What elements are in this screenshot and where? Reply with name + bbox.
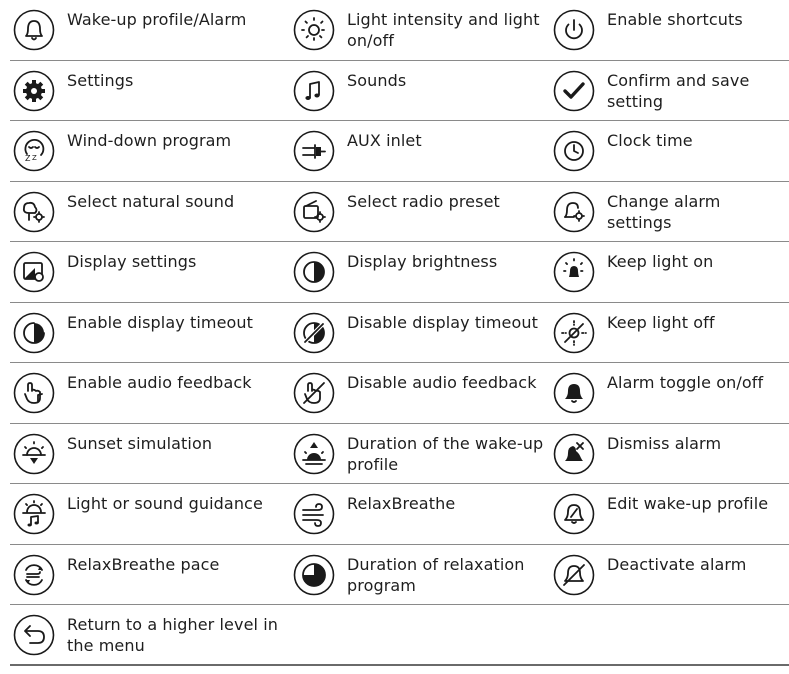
legend-entry <box>10 424 290 484</box>
legend-entry <box>10 242 290 302</box>
legend-label: Confirm and save setting <box>607 70 750 111</box>
legend-entry <box>10 363 290 423</box>
legend-label: Enable shortcuts <box>607 10 743 29</box>
legend-row <box>10 0 789 61</box>
legend-entry <box>10 182 290 242</box>
legend-row <box>10 605 789 666</box>
legend-entry <box>550 242 789 302</box>
legend-entry <box>550 0 789 60</box>
wind-icon <box>293 493 335 535</box>
legend-entry <box>550 303 789 363</box>
sun-icon <box>293 9 335 51</box>
legend-entry <box>10 0 290 60</box>
half-circle-icon <box>293 251 335 293</box>
legend-entry <box>290 0 550 60</box>
legend-label: Light or sound guidance <box>67 494 263 513</box>
legend-label: Select radio preset <box>347 191 500 211</box>
legend-label: Wind-down program <box>67 131 232 150</box>
legend-row <box>10 424 789 485</box>
legend-entry <box>550 182 789 242</box>
legend-label: RelaxBreathe <box>347 494 456 513</box>
legend-entry <box>290 121 550 181</box>
legend-label: Dismiss alarm <box>607 433 722 453</box>
legend-label: Edit wake-up profile <box>607 494 769 513</box>
legend-label: Keep light off <box>607 312 715 332</box>
legend-label: Deactivate alarm <box>607 554 747 574</box>
aux-cable-icon <box>293 130 335 172</box>
sunset-icon <box>13 433 55 475</box>
legend-entry <box>10 121 290 181</box>
legend-row <box>10 363 789 424</box>
legend-label: Settings <box>67 70 134 90</box>
legend-label: Light intensity and light on/off <box>347 10 540 50</box>
legend-label: Enable display timeout <box>67 312 254 332</box>
legend-entry <box>550 61 789 121</box>
legend-row <box>10 121 789 182</box>
legend-row <box>10 545 789 606</box>
timeout-icon <box>13 312 55 354</box>
legend-entry <box>10 303 290 363</box>
legend-entry <box>10 484 290 544</box>
legend-entry <box>290 545 550 605</box>
legend-entry <box>550 424 789 484</box>
legend-label: Sunset simulation <box>67 433 213 453</box>
legend-label: Change alarm settings <box>607 191 721 232</box>
legend-label: Display brightness <box>347 252 498 271</box>
legend-row <box>10 303 789 364</box>
legend-entry <box>290 303 550 363</box>
legend-label: Enable audio feedback <box>67 373 252 392</box>
legend-row <box>10 242 789 303</box>
legend-label: Keep light on <box>607 252 714 271</box>
legend-label: AUX inlet <box>347 131 422 150</box>
legend-label: Sounds <box>347 70 407 90</box>
legend-entry <box>550 363 789 423</box>
legend-label: Duration of relaxation program <box>347 554 525 595</box>
clock-icon <box>553 130 595 172</box>
legend-entry <box>10 61 290 121</box>
svg-text:Z: Z <box>32 154 37 162</box>
return-arrow-icon <box>13 614 55 656</box>
legend-label: RelaxBreathe pace <box>67 554 220 574</box>
legend-entry <box>550 484 789 544</box>
legend-entry <box>550 545 789 605</box>
radio-gear-icon <box>293 191 335 233</box>
bell-icon <box>13 9 55 51</box>
legend-entry <box>10 605 290 664</box>
bell-off-icon <box>553 554 595 596</box>
alarm-toggle-icon <box>553 372 595 414</box>
bell-light-on-icon <box>553 251 595 293</box>
legend-entry <box>290 242 550 302</box>
legend-entry <box>290 424 550 484</box>
legend-label: Disable audio feedback <box>347 373 537 392</box>
dismiss-alarm-icon <box>553 433 595 475</box>
legend-entry <box>290 484 550 544</box>
legend-label: Disable display timeout <box>347 312 538 332</box>
power-icon <box>553 9 595 51</box>
sleeping-face-icon <box>13 130 55 172</box>
legend-label: Clock time <box>607 131 693 150</box>
legend-label: Alarm toggle on/off <box>607 373 764 392</box>
legend-entry <box>10 545 290 605</box>
display-gear-icon <box>13 251 55 293</box>
checkmark-icon <box>553 70 595 112</box>
light-off-icon <box>553 312 595 354</box>
svg-text:Z: Z <box>25 154 31 163</box>
breathe-pace-icon <box>13 554 55 596</box>
tree-gear-icon <box>13 191 55 233</box>
legend-label: Display settings <box>67 252 197 271</box>
legend-entry <box>290 182 550 242</box>
icon-legend-table <box>10 0 789 666</box>
legend-label: Select natural sound <box>67 191 235 211</box>
pie-duration-icon <box>293 554 335 596</box>
light-sound-icon <box>13 493 55 535</box>
legend-entry <box>290 61 550 121</box>
legend-label: Wake-up profile/Alarm <box>67 10 247 29</box>
legend-entry <box>290 363 550 423</box>
sunrise-duration-icon <box>293 433 335 475</box>
timeout-off-icon <box>293 312 335 354</box>
bell-gear-icon <box>553 191 595 233</box>
legend-label: Duration of the wake-up profile <box>347 433 544 474</box>
legend-entry <box>550 121 789 181</box>
gear-icon <box>13 70 55 112</box>
hand-sound-off-icon <box>293 372 335 414</box>
hand-sound-icon <box>13 372 55 414</box>
music-note-icon <box>293 70 335 112</box>
legend-label: Return to a higher level in the menu <box>67 615 279 655</box>
legend-row <box>10 484 789 545</box>
legend-row <box>10 61 789 122</box>
legend-row <box>10 182 789 243</box>
edit-bell-icon <box>553 493 595 535</box>
